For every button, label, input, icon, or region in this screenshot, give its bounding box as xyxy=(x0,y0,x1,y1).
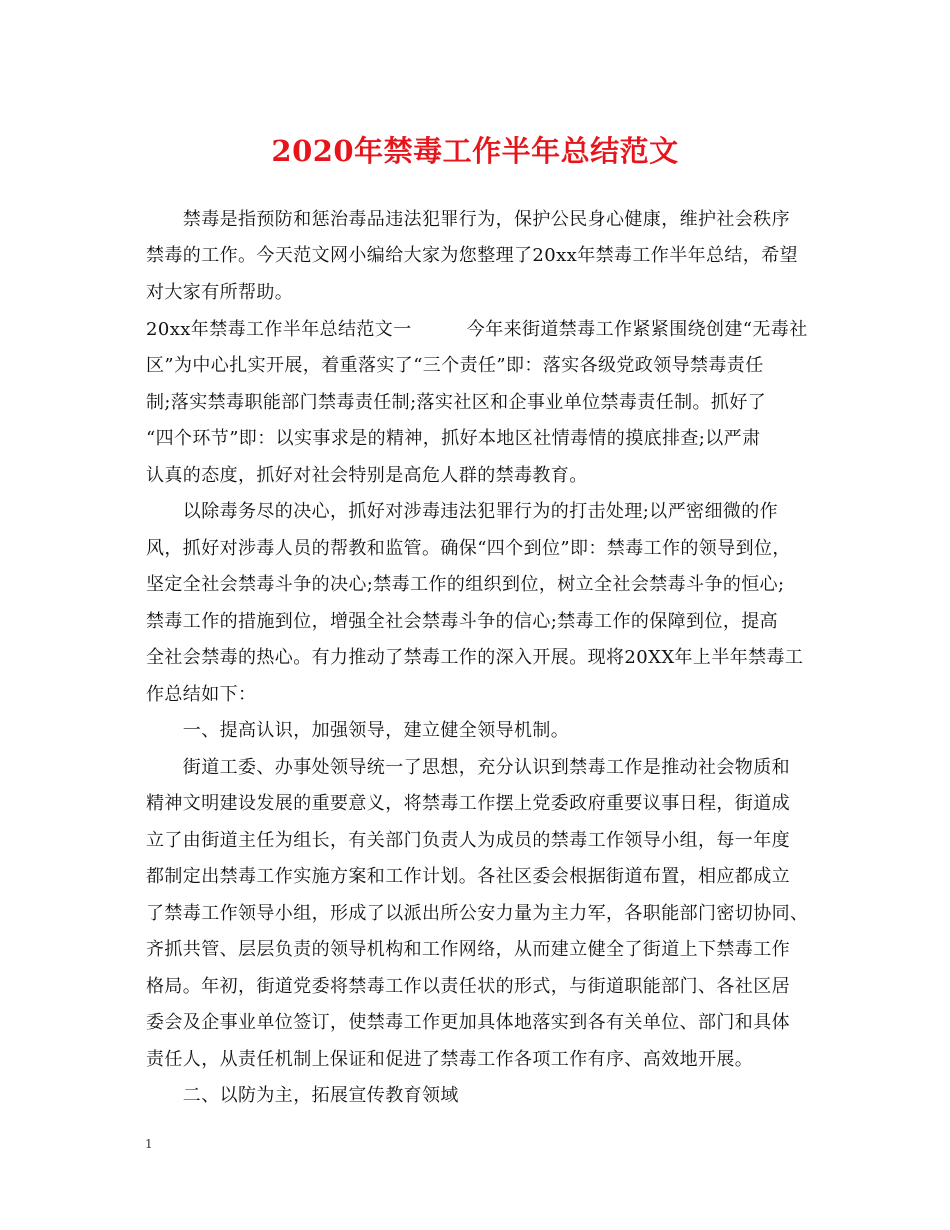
body-line: 以除毒务尽的决心，抓好对涉毒违法犯罪行为的打击处理;以严密细微的作 xyxy=(146,501,779,522)
body-line: “四个环节”即：以实事求是的精神，抓好本地区社情毒情的摸底排查;以严肃 xyxy=(146,428,761,449)
page-number: 1 xyxy=(145,1137,153,1151)
body-line: 作总结如下： xyxy=(146,684,257,705)
body-line: 认真的态度，抓好对社会特别是高危人群的禁毒教育。 xyxy=(146,465,588,486)
body-line: 禁毒工作的措施到位，增强全社会禁毒斗争的信心;禁毒工作的保障到位，提高 xyxy=(146,611,779,632)
body-line: 责任人，从责任机制上保证和促进了禁毒工作各项工作有序、高效地开展。 xyxy=(146,1049,754,1070)
body-line: 坚定全社会禁毒斗争的决心;禁毒工作的组织到位，树立全社会禁毒斗争的恒心; xyxy=(146,574,785,595)
body-line: 都制定出禁毒工作实施方案和工作计划。各社区委会根据街道布置，相应都成立 xyxy=(146,866,790,887)
body-line: 立了由街道主任为组长，有关部门负责人为成员的禁毒工作领导小组，每一年度 xyxy=(146,830,790,851)
body-line: 街道工委、办事处领导统一了思想，充分认识到禁毒工作是推动社会物质和 xyxy=(146,757,790,778)
body-line: 格局。年初，街道党委将禁毒工作以责任状的形式，与街道职能部门、各社区居 xyxy=(146,976,790,997)
body-line: 20xx年禁毒工作半年总结范文一 今年来街道禁毒工作紧紧围绕创建“无毒社 xyxy=(146,319,808,340)
body-line: 区”为中心扎实开展，着重落实了“三个责任”即：落实各级党政领导禁毒责任 xyxy=(146,355,764,376)
body-line: 禁毒是指预防和惩治毒品违法犯罪行为，保护公民身心健康，维护社会秩序 xyxy=(146,209,790,230)
body-line: 风，抓好对涉毒人员的帮教和监管。确保“四个到位”即：禁毒工作的领导到位， xyxy=(146,538,791,559)
body-line: 制;落实禁毒职能部门禁毒责任制;落实社区和企事业单位禁毒责任制。抓好了 xyxy=(146,392,767,413)
body-line: 对大家有所帮助。 xyxy=(146,282,294,303)
body-line: 精神文明建设发展的重要意义，将禁毒工作摆上党委政府重要议事日程，街道成 xyxy=(146,793,790,814)
section-heading: 二、以防为主，拓展宣传教育领域 xyxy=(146,1085,459,1106)
body-line: 委会及企事业单位签订，使禁毒工作更加具体地落实到各有关单位、部门和具体 xyxy=(146,1012,790,1033)
body-line: 齐抓共管、层层负责的领导机构和工作网络，从而建立健全了街道上下禁毒工作 xyxy=(146,939,790,960)
body-line: 禁毒的工作。今天范文网小编给大家为您整理了20xx年禁毒工作半年总结，希望 xyxy=(146,245,799,266)
section-heading: 一、提高认识，加强领导，建立健全领导机制。 xyxy=(146,720,570,741)
body-line: 全社会禁毒的热心。有力推动了禁毒工作的深入开展。现将20XX年上半年禁毒工 xyxy=(146,647,804,668)
document-title: 2020年禁毒工作半年总结范文 xyxy=(271,134,679,168)
body-line: 了禁毒工作领导小组，形成了以派出所公安力量为主力军，各职能部门密切协同、 xyxy=(146,903,809,924)
